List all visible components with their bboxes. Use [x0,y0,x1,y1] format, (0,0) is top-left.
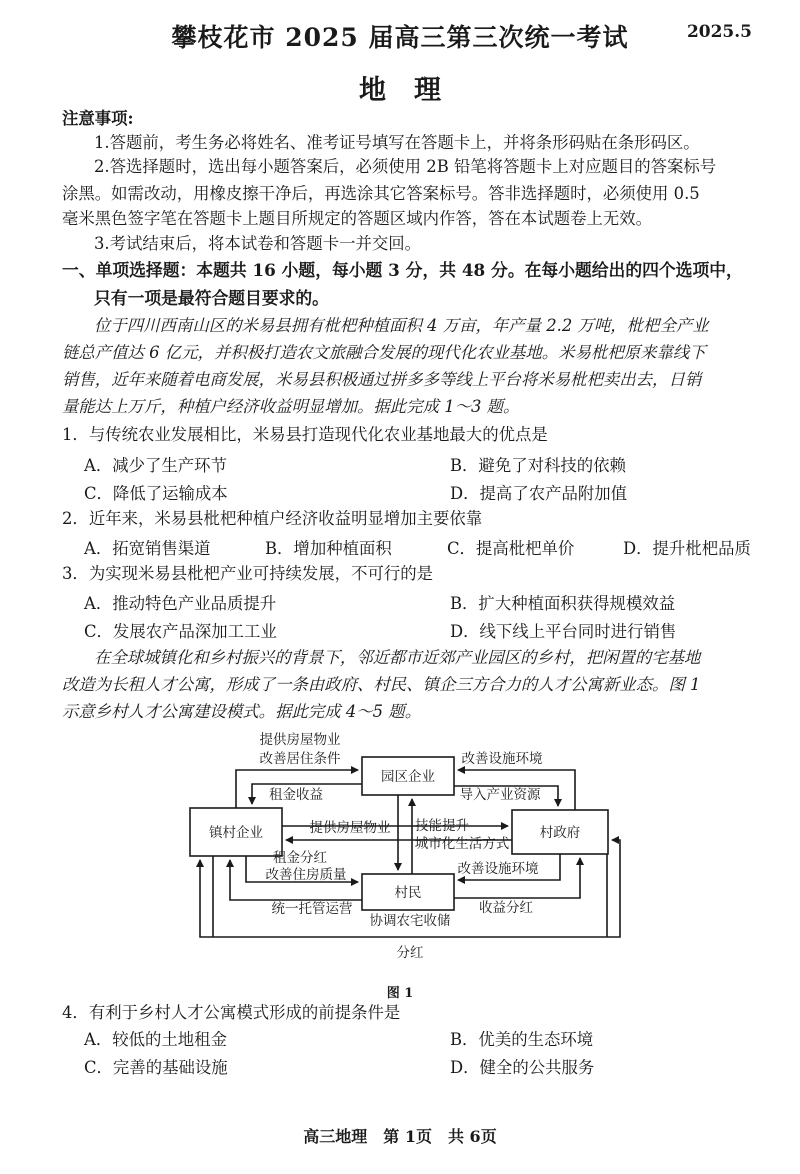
label-improve-living: 改善居住条件 [259,751,341,767]
question-1-option-b: B．避免了对科技的依赖 [450,456,626,475]
label-income-dividend: 收益分红 [479,900,533,916]
question-2-stem: 2．近年来，米易县枇杷种植户经济收益明显增加主要依靠 [62,509,483,528]
passage-2-line-2: 改造为长租人才公寓，形成了一条由政府、村民、镇企三方合力的人才公寓新业态。图 1 [62,675,701,694]
label-introduce-resources: 导入产业资源 [459,787,541,803]
notice-item-3: 3.考试结束后，将本试卷和答题卡一并交回。 [94,234,422,253]
question-2-option-a: A．拓宽销售渠道 [84,539,211,558]
label-improve-facilities-top: 改善设施环境 [461,751,543,767]
question-4-option-b: B．优美的生态环境 [450,1030,594,1049]
passage-2-line-3: 示意乡村人才公寓建设模式。据此完成 4～5 题。 [62,702,422,721]
question-2-option-b: B．增加种植面积 [265,539,392,558]
question-4-option-d: D．健全的公共服务 [450,1058,595,1077]
arrow-dividend-to-town [200,860,213,937]
notice-item-1: 1.答题前，考生务必将姓名、准考证号填写在答题卡上，并将条形码贴在条形码区。 [94,133,700,152]
label-provide-housing-mid: 提供房屋物业 [309,820,391,836]
question-4-stem: 4．有利于乡村人才公寓模式形成的前提条件是 [62,1003,401,1022]
notice-item-2-line-3: 毫米黑色签字笔在答题卡上题目所规定的答题区域内作答，答在本试题卷上无效。 [62,209,653,228]
question-1-stem: 1．与传统农业发展相比，米易县打造现代化农业基地最大的优点是 [62,425,548,444]
exam-date: 2025.5 [686,22,752,42]
question-2-option-d: D．提升枇杷品质 [623,539,751,558]
question-2-option-c: C．提高枇杷单价 [447,539,575,558]
notice-heading: 注意事项: [62,109,134,128]
node-park-label: 园区企业 [381,769,435,785]
page-footer: 高三地理 第 1页 共 6页 [303,1127,497,1146]
passage-1-line-3: 销售，近年来随着电商发展，米易县积极通过拼多多等线上平台将米易枇杷卖出去，日销 [62,370,702,389]
passage-1-line-4: 量能达上万斤，种植户经济收益明显增加。据此完成 1～3 题。 [62,397,520,416]
passage-2-line-1: 在全球城镇化和乡村振兴的背景下，邻近都市近郊产业园区的乡村，把闲置的宅基地 [94,648,701,667]
label-rent-dividend: 租金分红 [273,850,327,866]
arrow-dividend-to-gov [607,840,620,937]
question-4-option-a: A．较低的土地租金 [84,1030,227,1049]
notice-item-2-line-1: 2.答选择题时，选出每小题答案后，必须使用 2B 铅笔将答题卡上对应题目的答案标号 [94,157,717,176]
exam-title: 攀枝花市 2025 届高三第三次统一考试 [171,23,629,52]
passage-1-line-2: 链总产值达 6 亿元，并积极打造农文旅融合发展的现代化农业基地。米易枇杷原来靠线下 [62,343,706,362]
label-unified-management: 统一托管运营 [271,901,353,917]
question-1-option-d: D．提高了农产品附加值 [450,484,628,503]
node-villagers-label: 村民 [394,885,422,901]
label-coordinate-storage: 协调农宅收储 [369,913,451,929]
notice-item-2-line-2: 涂黑。如需改动，用橡皮擦干净后，再选涂其它答案标号。答非选择题时，必须使用 0.5 [62,184,700,203]
node-town-label: 镇村企业 [209,825,263,841]
question-3-option-c: C．发展农产品深加工工业 [84,622,277,641]
question-1-option-a: A．减少了生产环节 [84,456,227,475]
label-urban-lifestyle: 城市化生活方式 [414,836,510,852]
question-3-option-b: B．扩大种植面积获得规模效益 [450,594,676,613]
question-3-option-a: A．推动特色产业品质提升 [84,594,277,613]
label-provide-housing-mgmt: 提供房屋物业 [259,732,341,748]
label-skill-up: 技能提升 [415,818,469,834]
label-improve-facilities-bottom: 改善设施环境 [457,861,539,877]
section-1-heading-line-2: 只有一项是最符合题目要求的。 [94,288,329,308]
question-1-option-c: C．降低了运输成本 [84,484,228,503]
node-village-gov-label: 村政府 [539,825,581,841]
question-3-option-d: D．线下线上平台同时进行销售 [450,622,677,641]
subject-title: 地理 [359,75,469,106]
figure-caption: 图 1 [386,986,414,1001]
label-rent-income: 租金收益 [269,787,323,803]
label-improve-housing-quality: 改善住房质量 [265,867,347,883]
question-4-option-c: C．完善的基础设施 [84,1058,228,1077]
question-3-stem: 3．为实现米易县枇杷产业可持续发展，不可行的是 [62,564,434,583]
section-1-heading-line-1: 一、单项选择题：本题共 16 小题，每小题 3 分，共 48 分。在每小题给出的四个选项中， [62,260,743,280]
passage-1-line-1: 位于四川西南山区的米易县拥有枇杷种植面积 4 万亩，年产量 2.2 万吨，枇杷全产业 [94,316,709,335]
label-dividend: 分红 [396,945,424,961]
